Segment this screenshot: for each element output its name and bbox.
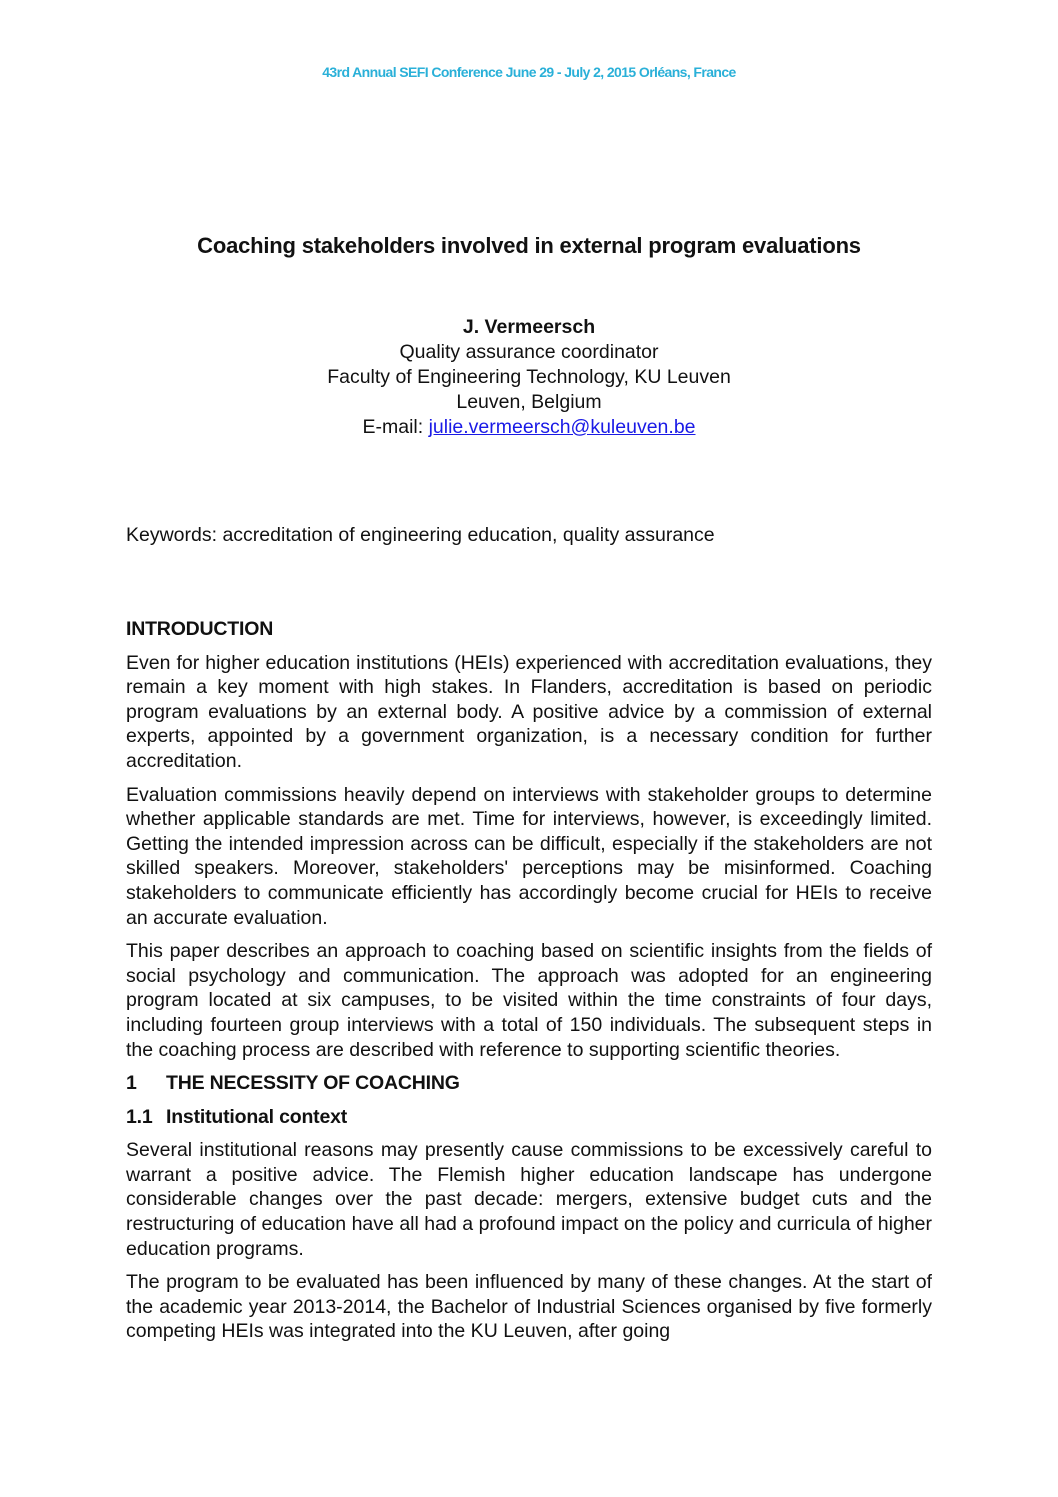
author-location: Leuven, Belgium [456, 391, 602, 413]
email-label: E-mail: [362, 416, 429, 438]
section-1-number: 1 [126, 1072, 137, 1095]
author-block [0, 315, 1058, 440]
section-1-1-number: 1.1 [126, 1105, 153, 1128]
section-1-heading [126, 1071, 932, 1096]
keywords: Keywords: accreditation of engineering education, quality assurance [126, 524, 715, 546]
email-link[interactable]: julie.vermeersch@kuleuven.be [428, 416, 696, 438]
section-1-1-paragraph-2: The program to be evaluated has been influenced by many of these changes. At the start of the academic year 2013-2014, the Bachelor of Industrial Sciences organised by five formerly competing HEIs was integrated into the KU Leuven, after going [126, 1271, 932, 1343]
author-email-line [0, 415, 1058, 440]
running-header: 43rd Annual SEFI Conference June 29 - July 2, 2015 Orléans, France [322, 64, 736, 80]
intro-paragraph-2: Evaluation commissions heavily depend on interviews with stakeholder groups to determine whether applicable standards are met. Time for interviews, however, is exceedingly limited. Getting the intended impression across can be difficult, especially if the stakeholders are not skilled speakers. Moreover, stakeholders' perceptions may be misinformed. Coaching stakeholders to communicate efficiently has accordingly become crucial for HEIs to receive an accurate evaluation. [126, 783, 932, 929]
intro-paragraph-1: Even for higher education institutions (HEIs) experienced with accreditation evaluations, they remain a key moment with high stakes. In Flanders, accreditation is based on periodic program evaluations by an external body. A positive advice by a commission of external experts, appointed by a government organization, is a necessary condition for further accreditation. [126, 651, 932, 772]
paper-title: Coaching stakeholders involved in external program evaluations [197, 233, 861, 258]
introduction-heading: INTRODUCTION [126, 618, 274, 640]
section-1-1-heading [126, 1105, 932, 1130]
author-name: J. Vermeersch [462, 316, 596, 338]
body-text [126, 617, 932, 1352]
section-1-1-title: Institutional context [166, 1105, 348, 1128]
author-affiliation: Faculty of Engineering Technology, KU Leuven [327, 366, 731, 388]
author-role: Quality assurance coordinator [399, 341, 659, 363]
section-1-title: THE NECESSITY OF COACHING [166, 1072, 460, 1095]
section-1-1-paragraph-1: Several institutional reasons may presently cause commissions to be excessively careful to warrant a positive advice. The Flemish higher education landscape has undergone considerable changes over the past decade: mergers, extensive budget cuts and the restructuring of education have all had a profound impact on the policy and curricula of higher education programs. [126, 1139, 932, 1260]
intro-paragraph-3: This paper describes an approach to coaching based on scientific insights from the fields of social psychology and communication. The approach was adopted for an engineering program located at six campuses, to be visited within the time constraints of four days, including fourteen group interviews with a total of 150 individuals. The subsequent steps in the coaching process are described with reference to supporting scientific theories. [126, 940, 932, 1061]
